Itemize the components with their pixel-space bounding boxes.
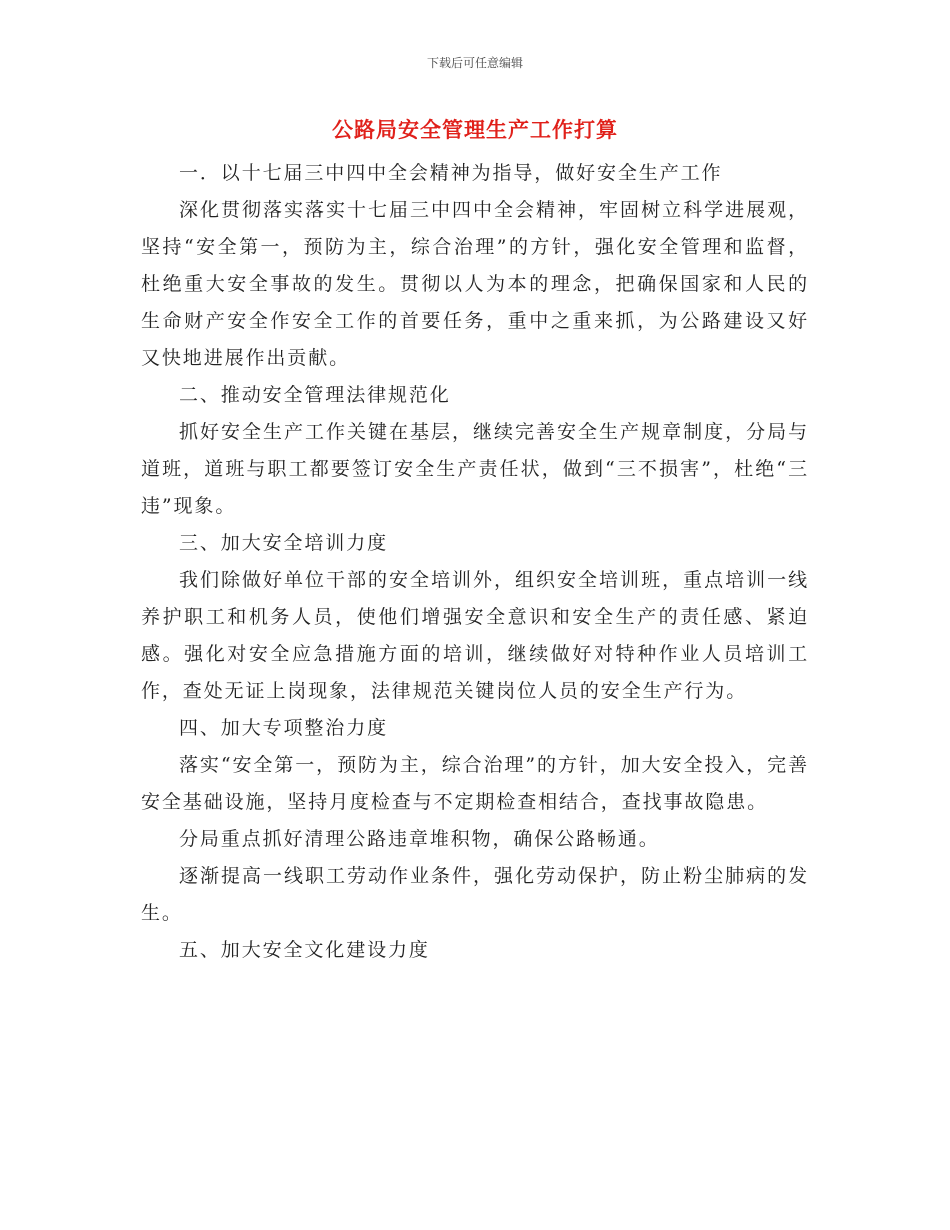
section-heading-2: 二、推动安全管理法律规范化 <box>179 384 451 406</box>
header-note: 下载后可任意编辑 <box>426 56 523 70</box>
paragraph-2: 抓好安全生产工作关键在基层，继续完善安全生产规章制度，分局与道班，道班与职工都要签订安全生产责任状，做到“三不损害”，杜绝“三违”现象。 <box>141 421 809 517</box>
section-heading-4: 四、加大专项整治力度 <box>179 717 389 739</box>
paragraph-4b: 分局重点抓好清理公路违章堆积物，确保公路畅通。 <box>179 828 660 850</box>
document-body <box>141 155 809 969</box>
paragraph-4a: 落实“安全第一，预防为主，综合治理”的方针，加大安全投入，完善安全基础设施，坚持月度检查与不定期检查相结合，查找事故隐患。 <box>141 754 809 813</box>
document-title: 公路局安全管理生产工作打算 <box>332 118 618 142</box>
paragraph-4c: 逐渐提高一线职工劳动作业条件，强化劳动保护，防止粉尘肺病的发生。 <box>141 865 809 924</box>
section-heading-3: 三、加大安全培训力度 <box>179 532 389 554</box>
section-heading-5: 五、加大安全文化建设力度 <box>179 939 430 961</box>
section-heading-1: 一．以十七届三中四中全会精神为指导，做好安全生产工作 <box>179 162 723 184</box>
paragraph-1: 深化贯彻落实落实十七届三中四中全会精神，牢固树立科学进展观，坚持“安全第一，预防为主，综合治理”的方针，强化安全管理和监督，杜绝重大安全事故的发生。贯彻以人为本的理念，把确保国家和人民的生命财产安全作安全工作的首要任务，重中之重来抓，为公路建设又好又快地进展作出贡献。 <box>141 199 809 369</box>
paragraph-3: 我们除做好单位干部的安全培训外，组织安全培训班，重点培训一线养护职工和机务人员，使他们增强安全意识和安全生产的责任感、紧迫感。强化对安全应急措施方面的培训，继续做好对特种作业人员培训工作，查处无证上岗现象，法律规范关键岗位人员的安全生产行为。 <box>141 569 809 702</box>
